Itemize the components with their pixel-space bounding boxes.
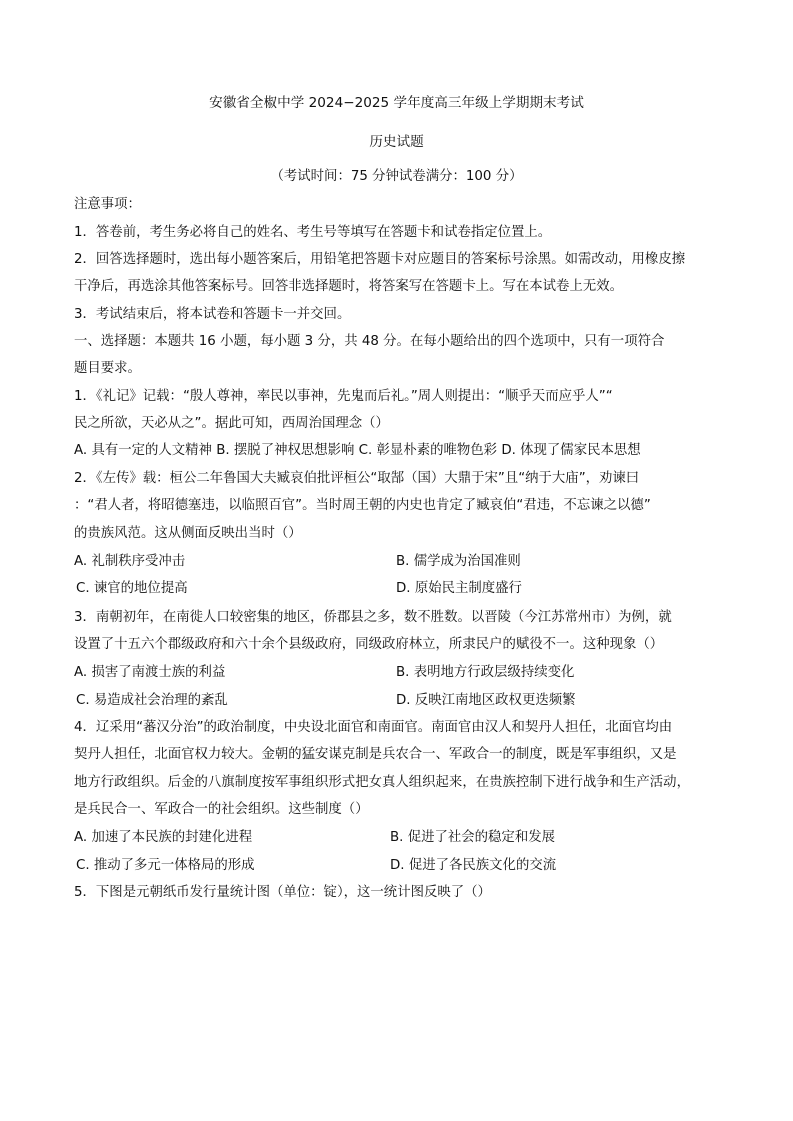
notice-item-2-cont: 干净后，再选涂其他答案标号。回答非选择题时，将答案写在答题卡上。写在本试卷上无效。 [74,279,624,294]
notice-item-1: 1．答卷前，考生务必将自己的姓名、考生号等填写在答题卡和试卷指定位置上。 [74,225,552,240]
q1-stem-cont: 民之所欲，天必从之”。据此可知，西周治国理念（） [74,416,389,431]
q5-stem: 5．下图是元朝纸币发行量统计图（单位：锭），这一统计图反映了（） [74,885,491,900]
q2-option-c: C. 谏官的地位提高 [76,581,188,596]
notice-item-2: 2．回答选择题时，选出每小题答案后，用铅笔把答题卡对应题目的答案标号涂黑。如需改动，用橡皮擦 [74,252,686,267]
q3-stem: 3．南朝初年，在南徙人口较密集的地区，侨郡县之多，数不胜数。以晋陵（今江苏常州市）为例，就 [74,610,672,625]
q3-option-a: A. 损害了南渡士族的利益 [74,665,226,680]
q4-options-row-1 [74,829,734,847]
q2-options-row-1 [74,553,734,571]
subject-title: 历史试题 [369,134,424,150]
q4-stem-cont-2: 地方行政组织。后金的八旗制度按军事组织形式把女真人组织起来，在贵族控制下进行战争和生产活动， [74,775,690,790]
q4-stem: 4．辽采用“蕃汉分治”的政治制度，中央设北面官和南面官。南面官由汉人和契丹人担任，北面官均由 [74,720,673,735]
q4-option-a: A. 加速了本民族的封建化进程 [74,830,253,845]
q4-stem-cont-3: 是兵民合一、军政合一的社会组织。这些制度（） [74,802,369,817]
section-instruction-cont: 题目要求。 [74,361,141,376]
q3-stem-cont: 设置了十五六个郡级政府和六十余个县级政府，同级政府林立，所隶民户的赋役不一。这种现象（） [74,637,664,652]
q3-option-c: C. 易造成社会治理的紊乱 [76,693,228,708]
notice-item-3: 3．考试结束后，将本试卷和答题卡一并交回。 [74,307,351,322]
q2-option-a: A. 礼制秩序受冲击 [74,554,186,569]
q3-options-row-1 [74,664,734,682]
q2-option-b: B. 儒学成为治国准则 [396,554,521,569]
q3-option-b: B. 表明地方行政层级持续变化 [396,665,575,680]
section-instruction: 一、选择题：本题共 16 小题，每小题 3 分，共 48 分。在每小题给出的四个选项中，只有一项符合 [74,334,665,349]
q2-stem-cont-2: 的贵族风范。这从侧面反映出当时（） [74,526,302,541]
q4-option-b: B. 促进了社会的稳定和发展 [390,830,555,845]
q2-stem-cont: ：“君人者，将昭德塞违，以临照百官”。当时周王朝的内史也肯定了臧哀伯“君违，不忘谏之以德” [74,498,651,513]
q4-option-c: C. 推动了多元一体格局的形成 [76,858,255,873]
q3-options-row-2 [74,692,734,710]
q1-options: A. 具有一定的人文精神 B. 摆脱了神权思想影响 C. 彰显朴素的唯物色彩 D. 体现了儒家民本思想 [74,443,641,458]
q2-options-row-2 [74,580,734,598]
q1-stem: 1．《礼记》记载：“殷人尊神，率民以事神，先鬼而后礼。”周人则提出：“顺乎天而应乎人”“ [74,389,613,404]
q2-option-d: D. 原始民主制度盛行 [396,581,522,596]
q3-option-d: D. 反映江南地区政权更迭频繁 [396,693,576,708]
exam-title: 安徽省全椒中学 2024−2025 学年度高三年级上学期期末考试 [209,95,584,111]
notice-heading: 注意事项： [74,197,141,212]
exam-info: （考试时间：75 分钟试卷满分：100 分） [270,169,523,184]
q4-options-row-2 [74,857,734,875]
q4-stem-cont: 契丹人担任，北面官权力较大。金朝的猛安谋克制是兵农合一、军政合一的制度，既是军事组织，又是 [74,747,677,762]
q2-stem: 2．《左传》载：桓公二年鲁国大夫臧哀伯批评桓公“取郜（国）大鼎于宋”且“纳于大庙”，劝谏曰 [74,471,640,486]
q4-option-d: D. 促进了各民族文化的交流 [390,858,557,873]
